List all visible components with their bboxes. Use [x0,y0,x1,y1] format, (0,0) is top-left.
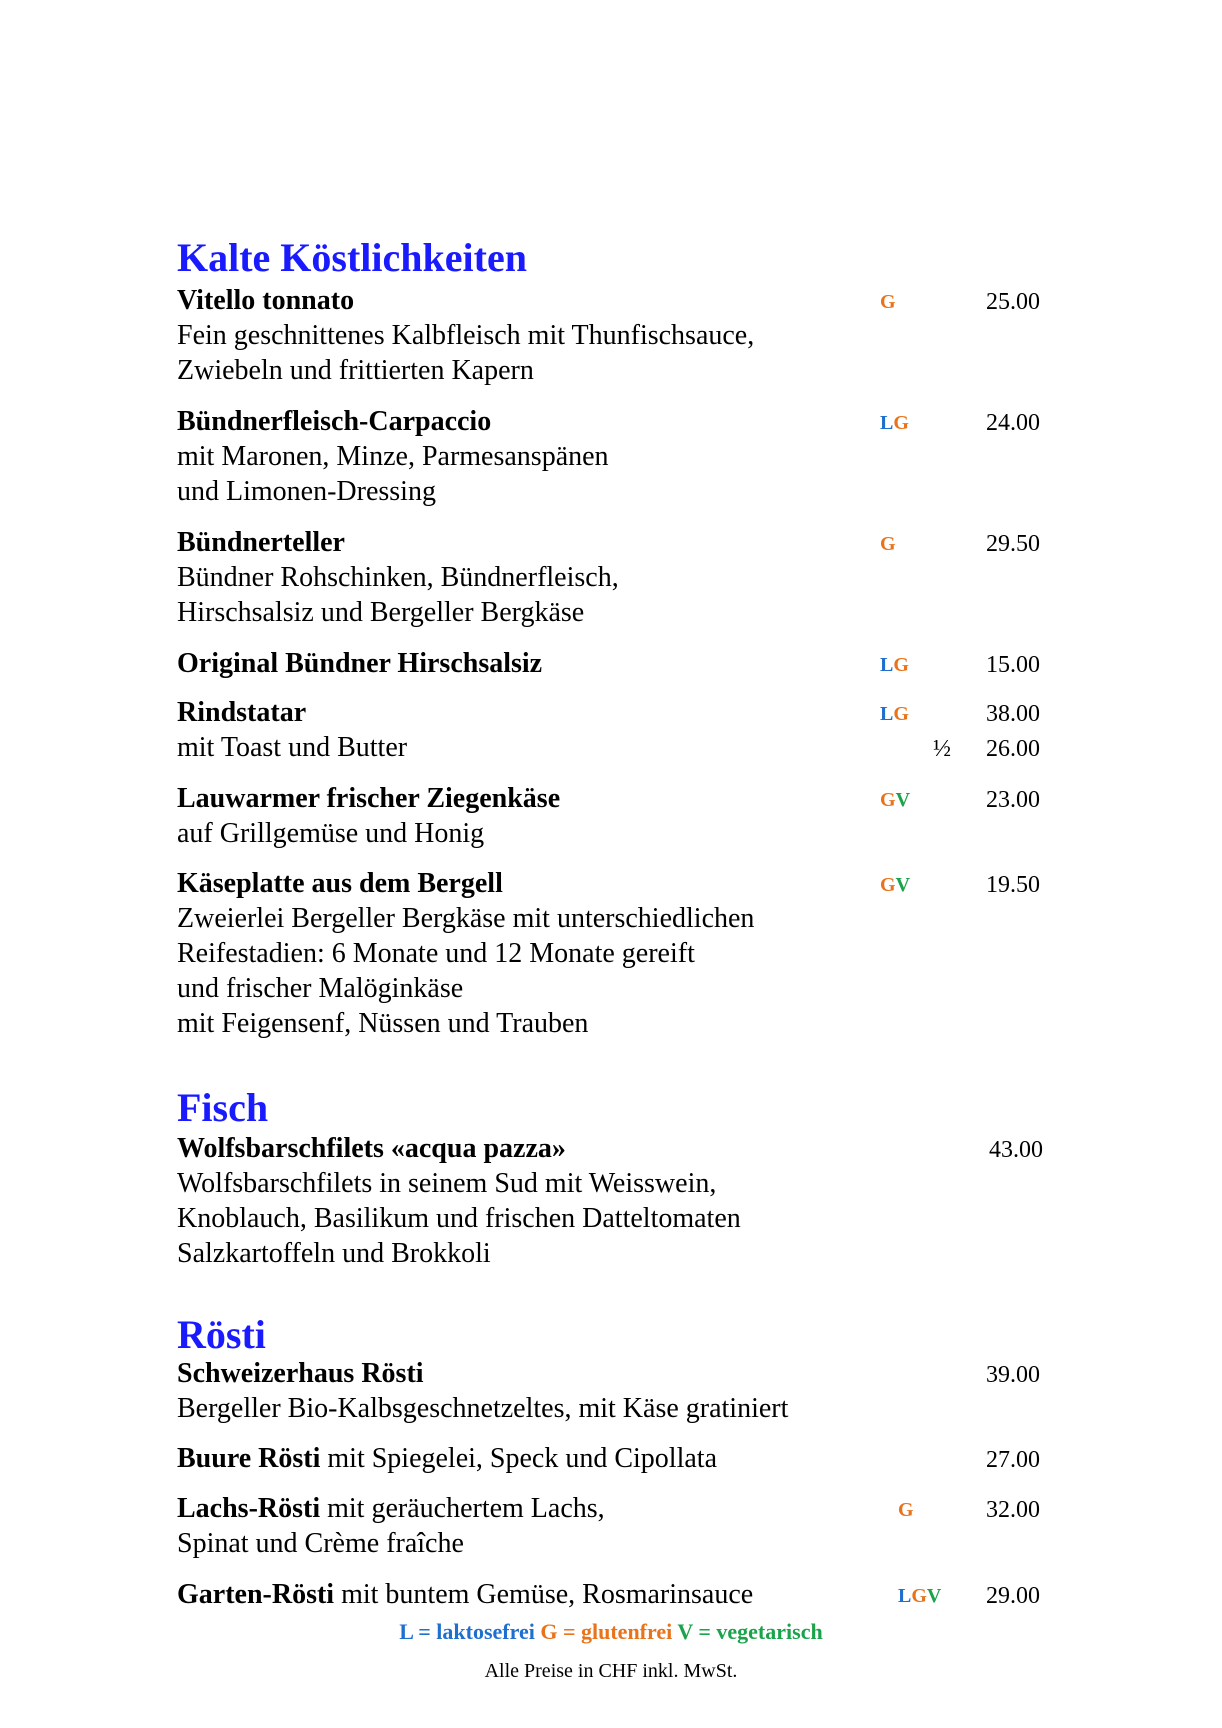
badge-g: G [880,874,896,896]
section-title-fish: Fisch [177,1085,269,1130]
badge-g: G [893,412,909,434]
legend-lactose: L = laktosefrei [399,1619,535,1644]
badge-v: V [926,1585,942,1607]
badge-g: G [893,703,909,725]
diet-badge [880,789,910,812]
item-desc: mit Toast und Butter [177,732,408,763]
item-price: 27.00 [986,1447,1040,1473]
item-desc: Hirschsalsiz und Bergeller Bergkäse [177,597,585,628]
diet-badge [880,533,896,556]
diet-badge [898,1499,914,1522]
half-portion-price: 26.00 [986,736,1040,762]
item-desc: Bergeller Bio-Kalbsgeschnetzeltes, mit Käse gratiniert [177,1393,789,1424]
item-title: Lachs-Rösti [177,1493,321,1524]
badge-g: G [893,654,909,676]
item-title: Lauwarmer frischer Ziegenkäse [177,783,561,814]
item-price: 32.00 [986,1497,1040,1523]
section-title-roesti: Rösti [177,1312,266,1357]
item-title-rest: mit buntem Gemüse, Rosmarinsauce [334,1579,754,1610]
badge-l: L [880,654,894,676]
item-desc: mit Maronen, Minze, Parmesanspänen [177,441,609,472]
item-title: Original Bündner Hirschsalsiz [177,648,543,679]
item-price: 38.00 [986,701,1040,727]
badge-g: G [880,291,896,313]
item-desc: Spinat und Crème fraîche [177,1528,464,1559]
item-desc: Zweierlei Bergeller Bergkäse mit unterschiedlichen [177,903,755,934]
legend-vegetarian: V = vegetarisch [677,1619,823,1644]
item-price: 29.50 [986,531,1040,557]
item-price: 29.00 [986,1583,1040,1609]
item-title: Bündnerteller [177,527,345,558]
item-price: 43.00 [989,1137,1043,1163]
badge-l: L [898,1585,912,1607]
item-title: Buure Rösti [177,1443,321,1474]
badge-g: G [880,789,896,811]
item-price: 39.00 [986,1362,1040,1388]
item-title: Bündnerfleisch-Carpaccio [177,406,492,437]
item-desc: Zwiebeln und frittierten Kapern [177,355,534,386]
half-portion-label: ½ [933,736,951,762]
item-title: Vitello tonnato [177,285,355,316]
badge-g: G [898,1499,914,1521]
badge-v: V [895,874,911,896]
item-title-line [177,1443,717,1475]
item-title-rest: mit Spiegelei, Speck und Cipollata [320,1443,717,1474]
item-price: 25.00 [986,289,1040,315]
badge-g: G [880,533,896,555]
diet-badge [880,703,909,726]
item-title: Käseplatte aus dem Bergell [177,868,503,899]
diet-badge [880,874,910,897]
item-desc: mit Feigensenf, Nüssen und Trauben [177,1008,589,1039]
item-title: Rindstatar [177,697,307,728]
item-title-line [177,1493,605,1525]
legend-gluten: G = glutenfrei [540,1619,673,1644]
badge-v: V [895,789,911,811]
item-desc: Knoblauch, Basilikum und frischen Datteltomaten [177,1203,741,1234]
item-desc: und frischer Malöginkäse [177,973,464,1004]
item-price: 23.00 [986,787,1040,813]
item-desc: Wolfsbarschfilets in seinem Sud mit Weisswein, [177,1168,717,1199]
item-desc: auf Grillgemüse und Honig [177,818,485,849]
item-title: Wolfsbarschfilets «acqua pazza» [177,1133,566,1164]
badge-g: G [911,1585,927,1607]
price-note: Alle Preise in CHF inkl. MwSt. [484,1660,738,1682]
diet-legend [0,1619,1222,1645]
item-title: Schweizerhaus Rösti [177,1358,424,1389]
item-title: Garten-Rösti [177,1579,335,1610]
item-title-rest: mit geräuchertem Lachs, [320,1493,605,1524]
item-title-line [177,1579,753,1611]
item-desc: Reifestadien: 6 Monate und 12 Monate gereift [177,938,695,969]
item-desc: Fein geschnittenes Kalbfleisch mit Thunfischsauce, [177,320,755,351]
item-desc: und Limonen-Dressing [177,476,436,507]
badge-l: L [880,412,894,434]
item-price: 15.00 [986,652,1040,678]
diet-badge [898,1585,941,1608]
item-desc: Bündner Rohschinken, Bündnerfleisch, [177,562,619,593]
item-desc: Salzkartoffeln und Brokkoli [177,1238,491,1269]
diet-badge [880,291,896,314]
diet-badge [880,412,909,435]
item-price: 24.00 [986,410,1040,436]
badge-l: L [880,703,894,725]
item-price: 19.50 [986,872,1040,898]
section-title-cold: Kalte Köstlichkeiten [177,235,527,280]
diet-badge [880,654,909,677]
